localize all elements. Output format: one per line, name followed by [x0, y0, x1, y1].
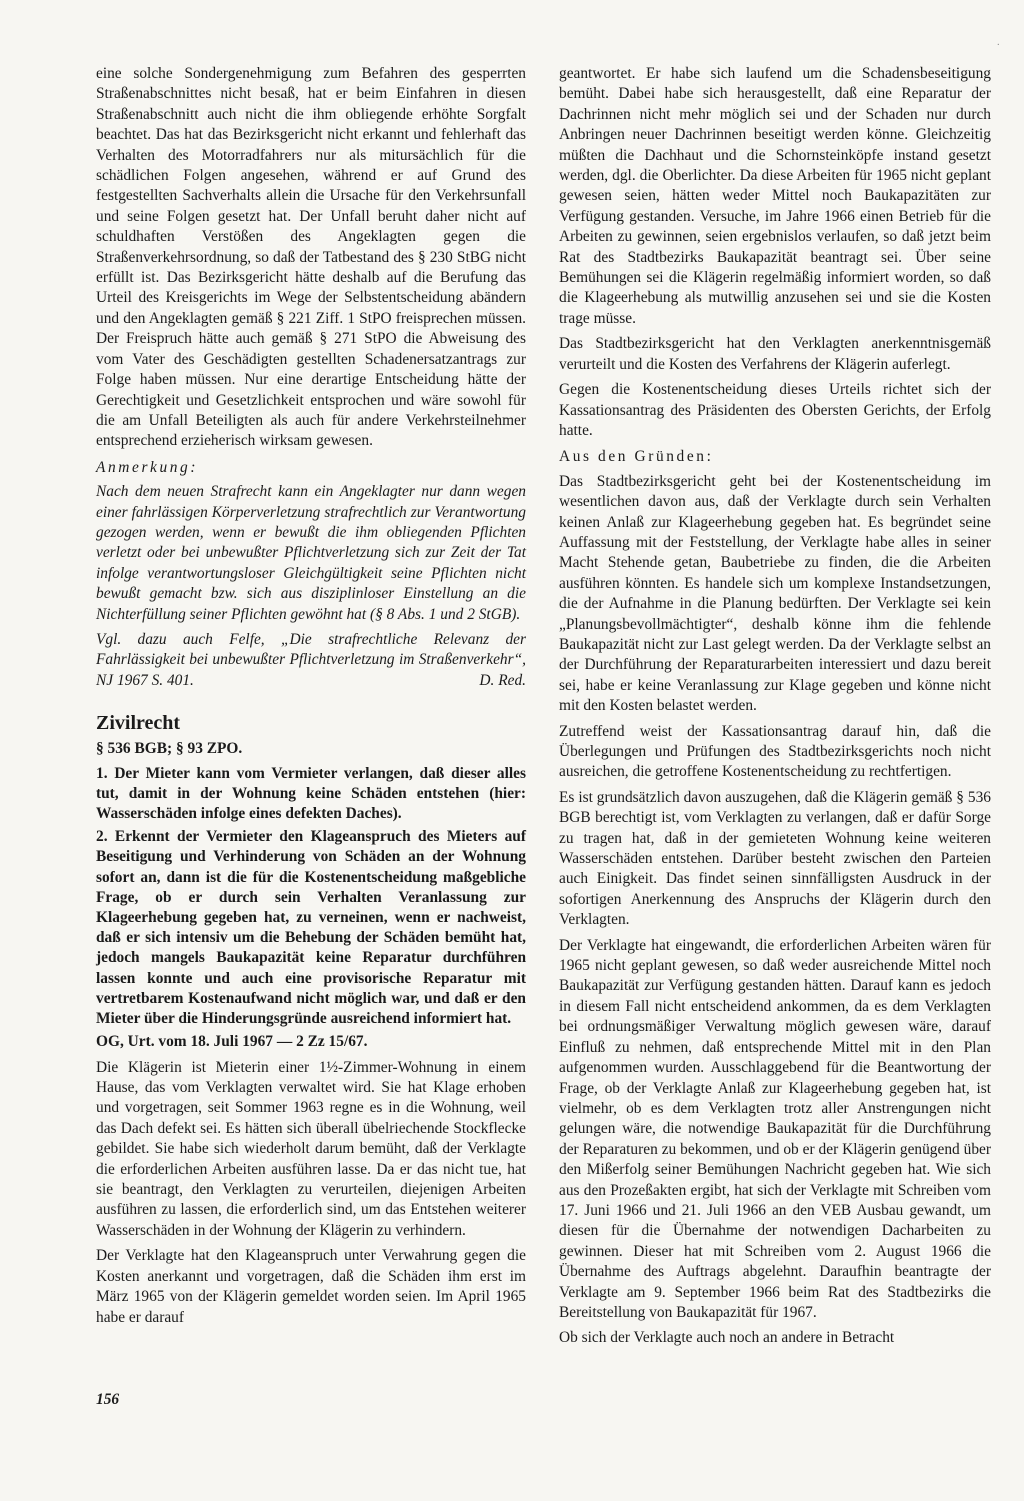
headnote-item: 1. Der Mieter kann vom Vermieter verlangen, daß dieser alles tut, damit in der Wohnung keine Schäden entstehen (hier: Wasserschäden infolge eines defekten Daches).: [96, 764, 526, 822]
note-signature: D. Red.: [479, 671, 526, 689]
scan-speck: ·: [996, 40, 1000, 51]
body-paragraph: Das Stadtbezirksgericht geht bei der Kostenentscheidung im wesentlichen davon aus, daß der Verklagte durch sein Verhalten keinen Anlaß zur Klageerhebung gegeben hat. Es begründet seine Auffassung mit der Feststellung, der Verklagte habe alles in seiner Macht Stehende getan, Baubetriebe zu finden, die die Arbeiten ausführen könnten. Es handele sich um komplexe Instandsetzungen, die der Aufnahme in die Planung bedürften. Der Verklagte sei kein „Planungsbevollmächtigter“, deshalb könne ihm die fehlende Baukapazität nicht zur Last gelegt werden. Da der Verklagte selbst an der Durchführung der Reparaturarbeiten interessiert und dazu bereit sei, habe er keine Veranlassung zur Klage gegeben und könne nicht mit den Kosten belastet werden.: [559, 472, 991, 715]
note-paragraph: Nach dem neuen Strafrecht kann ein Angeklagter nur dann wegen einer fahrlässigen Körperverletzung strafrechtlich zur Verantwortung gezogen werden, wenn er bewußt die ihm obliegenden Pflichten verletzt oder bei unbewußter Pflichtverletzung sich zur Zeit der Tat infolge verantwortungsloser Gleichgültigkeit seine Pflichten nicht bewußt gemacht bzw. sich aus disziplinloser Einstellung an die Nichterfüllung seiner Pflichten gewöhnt hat (§ 8 Abs. 1 und 2 StGB).: [96, 483, 526, 623]
reasons-heading: Aus den Gründen:: [559, 448, 714, 466]
right-column: [559, 64, 991, 1354]
body-paragraph: Ob sich der Verklagte auch noch an andere in Betracht: [559, 1329, 895, 1347]
body-paragraph: eine solche Sondergenehmigung zum Befahren des gesperrten Straßenabschnittes nicht besaß, hat er beim Einfahren in diesen Straßenabschnitt auch nicht die ihm obliegende erhöhte Sorgfalt beachtet. Das hat das Bezirksgericht nicht erkannt und fehlerhaft das Verhalten des Motorradfahrers nur als mitursächlich für die schädlichen Folgen angesehen, während er auf Grund des festgestellten Sachverhalts allein die Ursache für den Verkehrsunfall und seine Folgen gesetzt hat. Der Unfall beruht daher nicht auf schuldhaften Verstößen des Angeklagten gegen die Straßenverkehrsordnung, so daß der Tatbestand des § 230 StBG nicht erfüllt ist. Das Bezirksgericht hätte deshalb auf die Berufung das Urteil des Kreisgerichts im Wege der Selbstentscheidung abändern und den Angeklagten gemäß § 221 Ziff. 1 StPO freisprechen müssen. Der Freispruch hätte auch gemäß § 271 StPO die Abweisung des vom Vater des Geschädigten gestellten Schadenersatzantrags zur Folge haben müssen. Nur eine derartige Entscheidung hätte der Gerechtigkeit und Gesetzlichkeit entsprochen und wäre sowohl für die am Unfall Beteiligten als auch für andere Verkehrsteilnehmer entsprechend erzieherisch wirksam gewesen.: [96, 65, 526, 450]
page-number: 156: [96, 1391, 120, 1408]
headnote: [96, 764, 526, 1030]
decision-reference: OG, Urt. vom 18. Juli 1967 — 2 Zz 15/67.: [96, 1033, 368, 1051]
editorial-note: [96, 482, 526, 691]
headnote-item: 2. Erkennt der Vermieter den Klageanspruch des Mieters auf Beseitigung und Verhinderung von Schäden an der Wohnung sofort an, dann ist die für die Kostenentscheidung maßgebliche Frage, ob er durch sein Verhalten Veranlassung zur Klageerhebung gegeben hat, zu verneinen, wenn er nachweist, daß er sich intensiv um die Behebung der Schäden bemüht hat, jedoch mangels Baukapazität keine Reparatur durchführen lassen konnte und auch eine provisorische Reparatur mit vertretbarem Kostenaufwand nicht möglich war, und daß er den Mieter über die Hinderungsgründe ausreichend informiert hat.: [96, 828, 526, 1028]
body-paragraph: Gegen die Kostenentscheidung dieses Urteils richtet sich der Kassationsantrag des Präsidenten des Obersten Gerichts, der Erfolg hatte.: [559, 381, 991, 439]
statute-reference: § 536 BGB; § 93 ZPO.: [96, 740, 243, 758]
body-paragraph: Es ist grundsätzlich davon auszugehen, daß die Klägerin gemäß § 536 BGB berechtigt ist, vom Verklagten zu verlangen, daß er dafür Sorge zu tragen hat, daß in der gemieteten Wohnung keine weiteren Wasserschäden entstehen. Darüber besteht zwischen den Parteien auch Einigkeit. Das findet seinen sinnfälligsten Ausdruck in der sofortigen Anerkennung des Anspruchs der Klägerin durch den Verklagten.: [559, 788, 991, 929]
body-paragraph: Der Verklagte hat eingewandt, die erforderlichen Arbeiten wären für 1965 nicht geplant gewesen, so daß weder ausreichende Mittel noch Baukapazität zur Verfügung gestanden hätten. Darauf kann es jedoch in diesem Fall nicht entscheidend ankommen, da es dem Verklagten bei ordnungsmäßiger Verwaltung möglich gewesen wäre, darauf Einfluß zu nehmen, daß entsprechende Mittel mit in den Plan aufgenommen wurden. Ausschlaggebend für die Beantwortung der Frage, ob der Verklagte Anlaß zur Klageerhebung gegeben hat, ist vielmehr, ob es dem Verklagten trotz aller Anstrengungen nicht gelungen wäre, die notwendige Baukapazität für die Durchführung der Reparaturen zu bekommen, und ob er der Klägerin genügend über den Mißerfolg seiner Bemühungen Nachricht gegeben hat. Wie sich aus den Prozeßakten ergibt, hat sich der Verklagte mit Schreiben vom 17. Juni 1966 und 21. Juli 1966 an den VEB Ausbau gewandt, um diesen für die Übernahme der notwendigen Dacharbeiten zu gewinnen. Dieser hat mit Schreiben vom 2. August 1966 die Übernahme des Auftrags abgelehnt. Daraufhin beantragte der Verklagte am 9. September 1966 beim Rat des Stadtbezirks die Bereitstellung von Baukapazität für 1967.: [559, 936, 991, 1321]
section-title: Zivilrecht: [96, 712, 181, 735]
note-reference: Vgl. dazu auch Felfe, „Die strafrechtliche Relevanz der Fahrlässigkeit bei unbewußter Pflichtverletzung im Straßenverkehr“, NJ 1967 S. 401.: [96, 630, 526, 689]
body-paragraph: Zutreffend weist der Kassationsantrag darauf hin, daß die Überlegungen und Prüfungen des Stadtbezirksgerichts noch nicht ausreichen, die getroffene Kostenentscheidung zu rechtfertigen.: [559, 722, 991, 781]
body-paragraph: geantwortet. Er habe sich laufend um die Schadensbeseitigung bemüht. Dabei habe sich herausgestellt, daß eine Reparatur der Dachrinnen nicht mehr möglich sei und der Schaden nur durch Anbringen neuer Dachrinnen beseitigt werden könne. Gleichzeitig müßten die Dachhaut und die Schornsteinköpfe instand gesetzt werden, dgl. die Oberlichter. Da diese Arbeiten für 1965 nicht geplant gewesen seien, hätten weder Mittel noch Baukapazitäten zur Verfügung gestanden. Versuche, im Jahre 1966 einen Betrieb für die Arbeiten zu gewinnen, seien ergebnislos verlaufen, so daß jetzt beim Rat des Stadtbezirks Baukapazität beantragt sei. Über seine Bemühungen sei die Klägerin regelmäßig informiert worden, so daß die Klageerhebung als mutwillig anzusehen sei und sie die Kosten trage müsse.: [559, 65, 991, 327]
body-paragraph: Die Klägerin ist Mieterin einer 1½-Zimmer-Wohnung in einem Hause, das vom Verklagten verwaltet wird. Sie hat Klage erhoben und vorgetragen, seit Sommer 1963 regne es in die Wohnung, weil das Dach defekt sei. Es hätten sich überall übelriechende Stockflecke gebildet. Sie habe sich wiederholt darum bemüht, daß der Verklagte die erforderlichen Arbeiten ausführen lasse. Da er das nicht tue, hat sie beantragt, den Verklagten zu verurteilen, diejenigen Arbeiten ausführen zu lassen, die erforderlich sind, um das Entstehen weiterer Wasserschäden in der Wohnung der Klägerin zu verhindern.: [96, 1058, 526, 1239]
body-paragraph: Der Verklagte hat den Klageanspruch unter Verwahrung gegen die Kosten anerkannt und vorgetragen, daß die Schäden ihm erst im März 1965 von der Klägerin gemeldet worden seien. Im April 1965 habe er darauf: [96, 1247, 526, 1326]
body-paragraph: Das Stadtbezirksgericht hat den Verklagten anerkenntnisgemäß verurteilt und die Kosten des Verfahrens der Klägerin auferlegt.: [559, 335, 991, 373]
note-heading: Anmerkung:: [96, 458, 199, 476]
left-column: [96, 64, 526, 1333]
note-paragraph: [96, 630, 526, 691]
